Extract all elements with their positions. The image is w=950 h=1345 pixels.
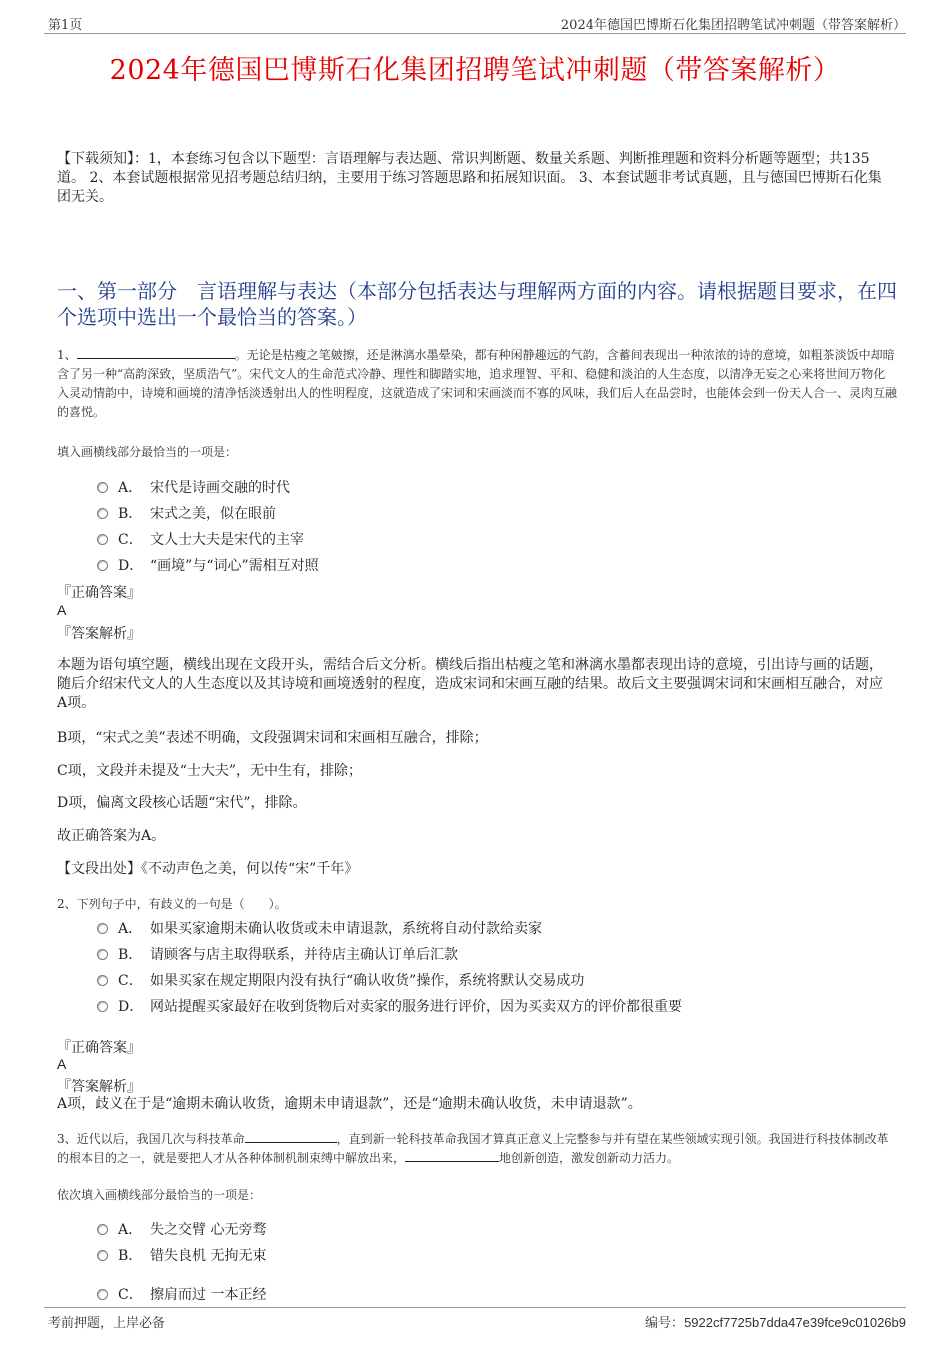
page-title: 2024年德国巴博斯石化集团招聘笔试冲刺题（带答案解析） xyxy=(109,55,841,86)
question-1-option-b[interactable]: B． 宋式之美，似在眼前 xyxy=(97,503,276,523)
radio-icon[interactable] xyxy=(97,923,108,934)
question-2-analysis: A项，歧义在于是“逾期未确认收货，逾期未申请退款”，还是“逾期未确认收货，未申请退款”。 xyxy=(57,1096,642,1112)
radio-icon[interactable] xyxy=(97,949,108,960)
question-1-conclusion: 故正确答案为A。 xyxy=(57,828,166,844)
radio-icon[interactable] xyxy=(97,1224,108,1235)
question-3-option-b[interactable]: B． 错失良机 无拘无束 xyxy=(97,1245,266,1265)
radio-icon[interactable] xyxy=(97,1250,108,1261)
radio-icon[interactable] xyxy=(97,975,108,986)
question-2-option-c[interactable]: C． 如果买家在规定期限内没有执行“确认收货”操作，系统将默认交易成功 xyxy=(97,970,584,990)
question-3-prompt: 依次填入画横线部分最恰当的一项是： xyxy=(57,1188,262,1202)
radio-icon[interactable] xyxy=(97,508,108,519)
question-1-analysis-b: B项，“宋式之美”表述不明确，文段强调宋词和宋画相互融合，排除； xyxy=(57,730,488,746)
section-heading: 一、第一部分 言语理解与表达（本部分包括表达与理解两方面的内容。请根据题目要求，在四个选项中选出一个最恰当的答案。） xyxy=(57,279,897,329)
question-2-stem: 2、下列句子中，有歧义的一句是（ ）。 xyxy=(57,897,287,911)
radio-icon[interactable] xyxy=(97,1001,108,1012)
header-doc-title: 2024年德国巴博斯石化集团招聘笔试冲刺题（带答案解析） xyxy=(560,18,906,33)
question-1-prompt: 填入画横线部分最恰当的一项是： xyxy=(57,445,238,459)
footer-divider xyxy=(44,1307,906,1308)
question-1-option-c[interactable]: C． 文人士大夫是宋代的主宰 xyxy=(97,529,304,549)
question-1-option-a[interactable]: A． 宋代是诗画交融的时代 xyxy=(97,477,290,497)
question-2-answer-label: 『正确答案』 xyxy=(57,1040,141,1056)
question-3-number: 3、 xyxy=(57,1132,77,1146)
question-3-text: 3、近代以后，我国几次与科技革命 ，直到新一轮科技革命我国才算真正意义上完整参与并有望在某些领域实现引领。我国进行科技体制改革的根本目的之一，就是要把人才从各种体制机制束缚中解放出来， 地创新创造，激发创新动力活力。 xyxy=(57,1132,889,1165)
question-2-answer: A xyxy=(57,1056,67,1072)
question-1-passage: 。无论是枯瘦之笔皴擦，还是淋漓水墨晕染，都有种闲静趣远的气韵，含蓄间表现出一种浓浓的诗的意境，如粗茶淡饭中却暗含了另一种“高韵深致，坚质浩气”。宋代文人的生命范式冷静、理性和脚踏实地，追求理智、平和、稳健和淡泊的人生态度，以清净无妄之心来将世间万物化入灵动情韵中，诗境和画境的清净恬淡透射出人的性明程度，这就造成了宋词和宋画淡而不寡的风味，我们后人在品尝时，也能体会到一份天人合一、灵肉互融的喜悦。 xyxy=(57,348,898,419)
question-2-option-b[interactable]: B． 请顾客与店主取得联系，并待店主确认订单后汇款 xyxy=(97,944,458,964)
footer-slogan: 考前押题，上岸必备 xyxy=(48,1316,166,1331)
question-2-option-d[interactable]: D． 网站提醒买家最好在收到货物后对卖家的服务进行评价，因为买卖双方的评价都很重要 xyxy=(97,996,682,1016)
question-1-source: 【文段出处】《不动声色之美，何以传“宋”千年》 xyxy=(57,861,359,877)
page-number: 第1页 xyxy=(48,18,83,33)
radio-icon[interactable] xyxy=(97,534,108,545)
radio-icon[interactable] xyxy=(97,482,108,493)
question-1-analysis-main: 本题为语句填空题，横线出现在文段开头，需结合后文分析。横线后指出枯瘦之笔和淋漓水墨都表现出诗的意境，引出诗与画的话题，随后介绍宋代文人的人生态度以及其诗境和画境透射的程度，造成宋词和宋画互融的结果。故后文主要强调宋词和宋画相互融合，对应A项。 xyxy=(57,657,883,711)
answer-blank xyxy=(77,346,235,359)
question-1-analysis-d: D项，偏离文段核心话题“宋代”，排除。 xyxy=(57,795,307,811)
question-1-analysis-c: C项，文段并未提及“士大夫”，无中生有，排除； xyxy=(57,763,363,779)
question-1-answer: A xyxy=(57,602,67,618)
question-1-option-d[interactable]: D． “画境”与“词心”需相互对照 xyxy=(97,555,319,575)
question-1-answer-label: 『正确答案』 xyxy=(57,585,141,601)
question-2-analysis-label: 『答案解析』 xyxy=(57,1079,141,1095)
footer-code-value: 5922cf7725b7dda47e39fce9c01026b9 xyxy=(684,1315,906,1330)
question-2-option-a[interactable]: A． 如果买家逾期未确认收货或未申请退款，系统将自动付款给卖家 xyxy=(97,918,542,938)
question-3-option-c[interactable]: C． 擦肩而过 一本正经 xyxy=(97,1284,266,1304)
footer-code-label: 编号： xyxy=(645,1316,685,1331)
answer-blank xyxy=(245,1130,337,1143)
question-1-text xyxy=(57,346,897,422)
footer-code xyxy=(645,1312,906,1331)
answer-blank xyxy=(405,1149,499,1162)
radio-icon[interactable] xyxy=(97,560,108,571)
download-notice: 【下载须知】：1，本套练习包含以下题型：言语理解与表达题、常识判断题、数量关系题、判断推理题和资料分析题等题型；共135道。 2、本套试题根据常见招考题总结归纳，主要用于练习答题思路和拓展知识面。 3、本套试题非考试真题，且与德国巴博斯石化集团无关。 xyxy=(57,151,882,205)
question-3-option-a[interactable]: A． 失之交臂 心无旁骛 xyxy=(97,1219,266,1239)
radio-icon[interactable] xyxy=(97,1289,108,1300)
header-divider xyxy=(44,33,906,34)
question-1-number: 1、 xyxy=(57,348,77,362)
question-1-analysis-label: 『答案解析』 xyxy=(57,626,141,642)
